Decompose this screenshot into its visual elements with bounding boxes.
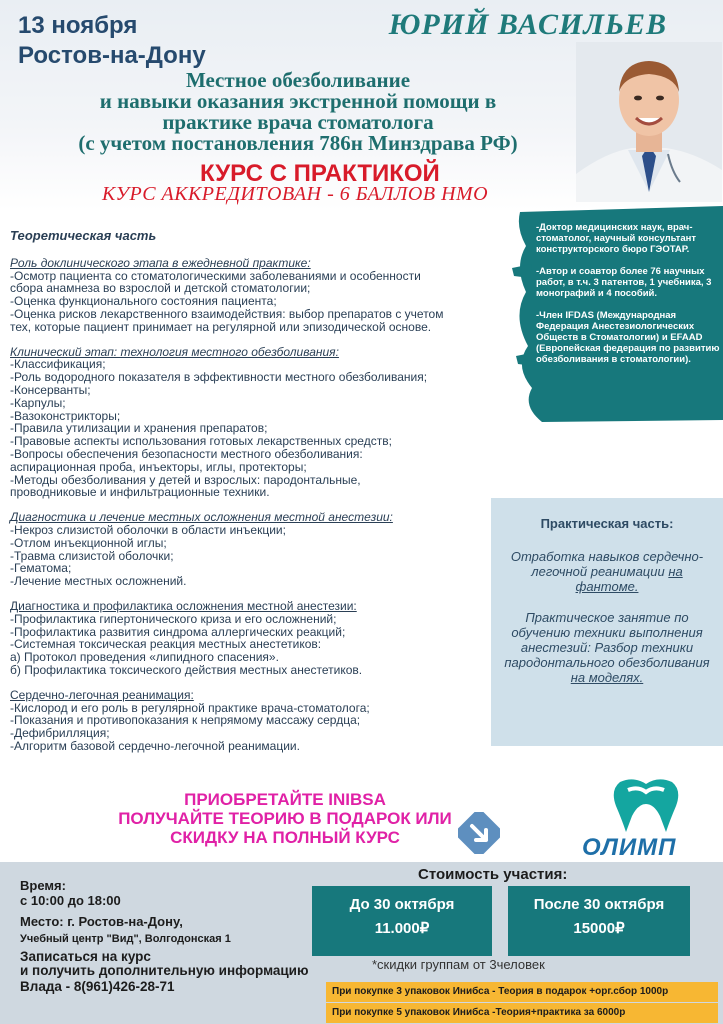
theory-subsection — [10, 689, 522, 753]
price-value: 11.000₽ — [374, 920, 430, 937]
theory-subsection-title: Сердечно-легочная реанимация: — [10, 687, 194, 702]
practice-text: Отработка навыков сердечно-легочной реанимации — [510, 549, 704, 579]
course-practice-label: КУРС С ПРАКТИКОЙ — [200, 160, 440, 187]
theory-line: -Отлом инъекционной иглы; — [10, 535, 167, 550]
practice-text-underlined: на моделях. — [570, 670, 644, 685]
practice-box — [491, 498, 723, 746]
time-value: с 10:00 до 18:00 — [20, 893, 121, 908]
theory-line: -Роль водородного показателя в эффективности местного обезболивания; — [10, 370, 428, 385]
group-discount: *скидки группам от 3человек — [372, 957, 545, 972]
theory-line: проводниковые и инфильтрационные техники. — [10, 485, 270, 500]
theory-line: -Профилактика гипертонического криза и его осложнений; — [10, 611, 337, 626]
event-city: Ростов-на-Дону — [18, 42, 206, 69]
theory-line: -Оценка функционального состояния пациента; — [10, 294, 277, 309]
theory-subsection-title: Диагностика и профилактика осложнения местной анестезии: — [10, 598, 357, 613]
course-title-line: и навыки оказания экстренной помощи в — [99, 89, 497, 113]
signup-line: Записаться на курс — [20, 949, 151, 964]
theory-line: -Травма слизистой оболочки; — [10, 548, 174, 563]
theory-line: тех, которые пациент принимает на регулярной или эпизодической основе. — [10, 319, 432, 334]
price-value: 15000₽ — [573, 920, 625, 937]
theory-line: -Правила утилизации и хранения препаратов; — [10, 421, 268, 436]
promo-line: ПОЛУЧАЙТЕ ТЕОРИЮ В ПОДАРОК ИЛИ — [118, 809, 452, 828]
theory-line: -Алгоритм базовой сердечно-легочной реанимации. — [10, 738, 300, 753]
place-value: Место: г. Ростов-на-Дону, — [20, 914, 183, 929]
theory-subsection — [10, 511, 522, 588]
theory-line: -Карпулы; — [10, 395, 66, 410]
cost-title: Стоимость участия: — [418, 866, 568, 883]
course-title — [20, 70, 576, 154]
course-title-line: Местное обезболивание — [185, 68, 411, 92]
bio-item: -Член IFDAS (Международная Федерация Анестезиологических Обществ в Стоматологии) и EFAAD (Европейская федерация по развитию обезболивания в стоматологии). — [536, 310, 720, 365]
practice-text: Практическое занятие по обучению техники выполнения анестезий: Разбор техники пародонтального обезболивания — [504, 610, 710, 670]
course-title-line: (с учетом постановления 786н Минздрава РФ) — [78, 131, 518, 155]
practice-heading: Практическая часть: — [540, 516, 674, 531]
theory-subsection-title: Клинический этап: технология местного обезболивания: — [10, 344, 339, 359]
practice-paragraph — [503, 549, 711, 594]
signup-line: и получить дополнительную информацию — [20, 963, 309, 978]
theory-line: -Оценка рисков лекарственного взаимодействия: выбор препаратов с учетом — [10, 306, 444, 321]
tooth-icon — [590, 776, 708, 836]
theory-line: -Кислород и его роль в регулярной практике врача-стоматолога; — [10, 700, 370, 715]
practice-text-underlined: на фантоме. — [575, 564, 683, 594]
price-card-late — [508, 886, 690, 956]
theory-line: сбора анамнеза во взрослой и детской стоматологии; — [10, 281, 311, 296]
theory-line: -Консерванты; — [10, 382, 91, 397]
theory-subsection-title: Диагностика и лечение местных осложнения местной анестезии: — [10, 510, 393, 525]
lecturer-bio — [512, 206, 723, 422]
accreditation-label: КУРС АККРЕДИТОВАН - 6 БАЛЛОВ НМО — [102, 183, 489, 205]
bio-item: -Доктор медицинских наук, врач-стоматолог, научный консультант конструкторского бюро ГЭОТАР. — [536, 222, 697, 255]
promo-line: СКИДКУ НА ПОЛНЫЙ КУРС — [170, 828, 400, 847]
theory-subsection — [10, 257, 522, 334]
theory-line: -Правовые аспекты использования готовых лекарственных средств; — [10, 434, 392, 449]
price-card-early — [312, 886, 492, 956]
theory-subsection — [10, 600, 522, 677]
signup-text — [20, 950, 309, 978]
theory-line: -Вазоконстрикторы; — [10, 408, 121, 423]
theory-line: -Профилактика развития синдрома аллергических реакций; — [10, 624, 346, 639]
theory-line: -Дефибрилляция; — [10, 726, 110, 741]
time-label: Время: — [20, 878, 66, 893]
theory-line: -Системная токсическая реакция местных анестетиков: — [10, 637, 322, 652]
theory-line: аспирационная проба, инъекторы, иглы, протекторы; — [10, 459, 307, 474]
lecturer-name: ЮРИЙ ВАСИЛЬЕВ — [388, 8, 667, 41]
theory-line: -Осмотр пациента со стоматологическими заболеваниями и особенности — [10, 268, 421, 283]
promo-text — [105, 790, 465, 847]
olimp-logo-text: ОЛИМП — [582, 834, 677, 861]
bio-item: -Автор и соавтор более 76 научных работ, в т.ч. 3 патентов, 1 учебника, 3 монографий и 4 пособий. — [536, 266, 712, 299]
course-title-line: практике врача стоматолога — [162, 110, 434, 134]
theory-line: -Лечение местных осложнений. — [10, 574, 187, 589]
theory-subsection — [10, 346, 522, 500]
theory-subsection-title: Роль доклинического этапа в ежедневной практике: — [10, 255, 311, 270]
theory-line: -Гематома; — [10, 561, 72, 576]
practice-paragraph — [503, 610, 711, 685]
theory-line: -Классификация; — [10, 357, 106, 372]
theory-line: -Показания и противопоказания к непрямому массажу сердца; — [10, 713, 361, 728]
theory-line: а) Протокол проведения «липидного спасения». — [10, 650, 279, 665]
offer-banner: При покупке 5 упаковок Инибса -Теория+практика за 6000р — [326, 1003, 718, 1023]
theory-heading: Теоретическая часть — [10, 228, 157, 243]
arrow-down-icon — [458, 812, 500, 854]
price-label: До 30 октября — [349, 896, 455, 913]
theory-line: -Вопросы обеспечения безопасности местного обезболивания: — [10, 446, 363, 461]
theory-line: -Некроз слизистой оболочки в области инъекции; — [10, 522, 286, 537]
training-center: Учебный центр "Вид", Волгодонская 1 — [20, 933, 231, 945]
theory-line: -Методы обезболивания у детей и взрослых: пародонтальные, — [10, 472, 361, 487]
lecturer-bio-text — [536, 222, 720, 376]
event-date: 13 ноября — [18, 12, 138, 39]
price-label: После 30 октября — [533, 896, 665, 913]
lecturer-portrait-icon — [576, 42, 722, 202]
theory-section — [10, 230, 522, 765]
offer-banner: При покупке 3 упаковок Инибса - Теория в подарок +орг.сбор 1000р — [326, 982, 718, 1002]
promo-line: ПРИОБРЕТАЙТЕ INIBSA — [184, 790, 386, 809]
contact-phone: Влада - 8(961)426-28-71 — [20, 979, 175, 994]
theory-line: б) Профилактика токсического действия местных анестетиков. — [10, 662, 363, 677]
lecturer-photo — [576, 42, 722, 202]
